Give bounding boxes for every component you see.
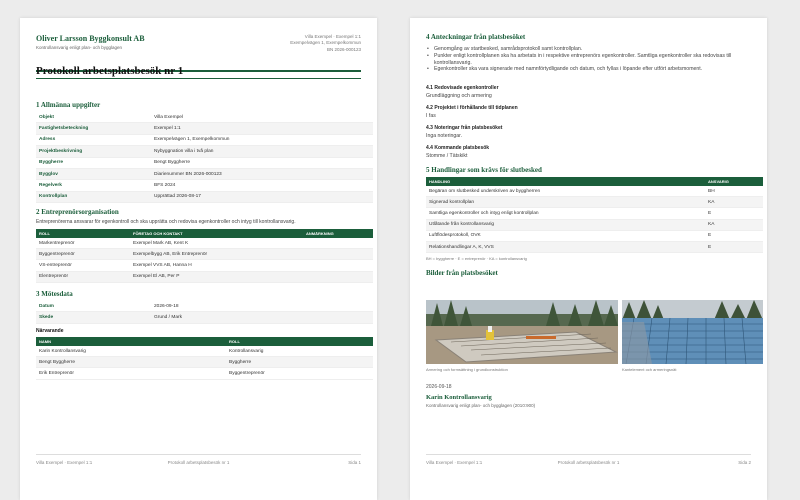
document-page-1 [20,18,377,500]
signature-date: 2026-09-18 [426,384,452,390]
field-value: Nybyggnation villa i två plan [154,148,214,154]
field-label: Bygglov [39,171,58,177]
table-row [36,112,373,123]
name-cell: Bengt Byggherre [39,359,76,365]
section-intro: Entreprenörerna ansvarar för egenkontroll och ska upprätta och redovisa egenkontroller och intyg till kontrollansvarig. [36,219,296,225]
documents-table [426,177,763,253]
table-row [36,260,373,271]
section-heading: Bilder från platsbesöket [426,269,498,277]
section-heading: 1 Allmänna uppgifter [36,101,101,109]
general-info-table [36,112,373,203]
subsection-heading: 4.2 Projektet i förhållande till tidplanen [426,105,518,111]
table-row [36,135,373,146]
table-row [36,312,373,323]
responsible-cell: E [708,244,712,250]
field-value: Exempel 1:1 [154,126,181,132]
notes-list [426,46,751,73]
responsible-cell: KA [708,199,715,205]
contractor-table [36,229,373,283]
field-value: Exempelvägen 1, Exempelkommun [154,137,230,143]
list-item: • Genomgång av startbesked, samrådsprotokoll samt kontrollplan. [426,46,751,53]
column-header: ROLL [229,339,240,344]
company-cell: Exempel Mark AB, Kent K [133,240,189,246]
table-row [426,186,763,197]
page-number: Sida 1 [348,460,361,465]
field-label: Datum [39,303,54,309]
column-header: ANSVARIG [708,179,729,184]
company-cell: Exempelbygg AB, Erik Entreprenör [133,251,208,257]
table-row [36,301,373,312]
column-header: HANDLING [429,179,451,184]
column-header: FÖRETAG OCH KONTAKT [133,231,183,236]
list-item: • Egenkontroller ska vara signerade med namnförtydligande och datum, och fyllas i löpande efter utfört arbetsmoment. [426,66,751,73]
company-cell: Exempel VVS AB, Hanna H [133,262,192,268]
field-label: Skede [39,315,54,321]
responsible-cell: KA [708,222,715,228]
section-heading: 5 Handlingar som krävs för slutbesked [426,166,542,174]
meeting-data-table [36,301,373,324]
table-row [36,368,373,379]
signature-role: Kontrollansvarig enligt plan- och bygglagen (2010:900) [426,403,536,408]
table-row [426,197,763,208]
name-cell: Karin Kontrollansvarig [39,348,86,354]
responsible-cell: E [708,210,712,216]
company-name: Oliver Larsson Byggkonsult AB [36,34,145,43]
subsection-text: Stomme / Tätskikt [426,153,468,159]
responsible-cell: E [708,233,712,239]
field-label: Regelverk [39,183,62,189]
subsection-heading: 4.4 Kommande platsbesök [426,145,490,151]
company-cell: Exempel El AB, Per P [133,274,180,280]
document-cell: Signerad kontrollplan [429,199,475,205]
footer-center: Protokoll arbetsplatsbesök nr 1 [557,460,620,465]
footer-left: Villa Exempel · Exempel 1:1 [36,460,93,465]
field-value: Diarienummer BN 2026-000123 [154,171,222,177]
field-label: Fastighetsbeteckning [39,126,89,132]
photo-caption: Kantelement och armeringsnät [622,367,677,372]
table-row [36,123,373,134]
field-label: Projektbeskrivning [39,148,83,154]
column-header: ANMÄRKNING [306,231,334,236]
subsection-heading: 4.3 Noteringar från platsbesöket [426,125,503,131]
table-row [36,180,373,191]
table-row [36,192,373,203]
site-photo-foundation-image [426,300,618,364]
responsible-cell: BH [708,188,715,194]
document-cell: Samtliga egenkontroller och intyg enligt kontrollplan [429,210,539,216]
field-label: Kontrollplan [39,194,68,200]
role-cell: VS-entreprenör [39,262,72,268]
field-value: Grund / Mark [154,315,182,321]
section-heading: 4 Anteckningar från platsbesöket [426,33,526,41]
section-heading: 3 Mötesdata [36,290,73,298]
field-value: Villa Exempel [154,114,183,120]
role-cell: Byggherre [229,359,252,365]
table-row [36,272,373,283]
document-cell: Begäran om slutbesked underskriven av byggherren [429,188,541,194]
photo-caption: Armering och formsättning i grundkonstruktion [426,367,508,372]
role-cell: Byggentreprenör [229,370,265,376]
table-row [36,238,373,249]
role-cell: Byggentreprenör [39,251,75,257]
column-header: ROLL [39,231,50,236]
project-info [290,34,361,53]
table-row [426,231,763,242]
document-cell: Utlåtande från kontrollansvarig [429,222,495,228]
table-row [36,357,373,368]
page-footer [426,454,751,468]
table-row [36,146,373,157]
table-header [426,177,763,186]
table-header [36,229,373,238]
field-label: Objekt [39,114,54,120]
table-header [36,337,373,346]
field-label: Adress [39,137,56,143]
title-divider [36,78,361,79]
page-footer [36,454,361,468]
table-row [36,169,373,180]
project-info-line: BN 2026-000123 [326,46,361,52]
footer-center: Protokoll arbetsplatsbesök nr 1 [167,460,230,465]
field-value: BFS 2024 [154,183,176,189]
subsection-text: I fas [426,113,436,119]
section-heading: 2 Entreprenörsorganisation [36,208,119,216]
attendees-heading: Närvarande [36,328,64,334]
field-value: Upprättad 2026-08-17 [154,194,201,200]
subsection-heading: 4.1 Redovisade egenkontroller [426,85,499,91]
table-row [36,158,373,169]
table-row [36,346,373,357]
site-photo-rebar [622,300,763,364]
field-value: Bengt Byggherre [154,160,191,166]
field-value: 2026-09-18 [154,303,179,309]
page-number: Sida 2 [738,460,751,465]
abbreviation-note: BH = byggherre · E = entreprenör · KA = kontrollansvarig [426,256,527,261]
site-photo-foundation [426,300,618,364]
table-row [426,208,763,219]
site-photo-rebar-image [622,300,763,364]
field-label: Byggherre [39,160,63,166]
project-info-line: Villa Exempel · Exempel 1:1 [304,34,361,39]
document-title: Protokoll arbetsplatsbesök nr 1 [36,65,184,77]
role-cell: Elentreprenör [39,274,69,280]
document-cell: Luftflödesprotokoll, OVK [429,233,481,239]
name-cell: Erik Entreprenör [39,370,74,376]
table-row [36,249,373,260]
company-subtitle: Kontrollansvarig enligt plan- och bygglagen [36,45,123,50]
subsection-text: Inga noteringar. [426,133,463,139]
table-row [426,220,763,231]
list-item: • Punkter enligt kontrollplanen ska ha arbetats in i respektive entreprenörs egenkontroller. Samtliga egenkontroller ska redovisas till kontrollansvarig. [426,53,751,67]
document-page-2 [410,18,767,500]
column-header: NAMN [39,339,51,344]
project-info-line: Exempelvägen 1, Exempelkommun [290,40,361,46]
signature-name: Karin Kontrollansvarig [426,394,492,401]
attendees-table [36,337,373,380]
document-cell: Relationshandlingar A, K, VVS [429,244,494,250]
role-cell: Markentreprenör [39,240,75,246]
subsection-text: Grundläggning och armering [426,93,492,99]
role-cell: Kontrollansvarig [229,348,264,354]
table-row [426,242,763,253]
footer-left: Villa Exempel · Exempel 1:1 [426,460,483,465]
